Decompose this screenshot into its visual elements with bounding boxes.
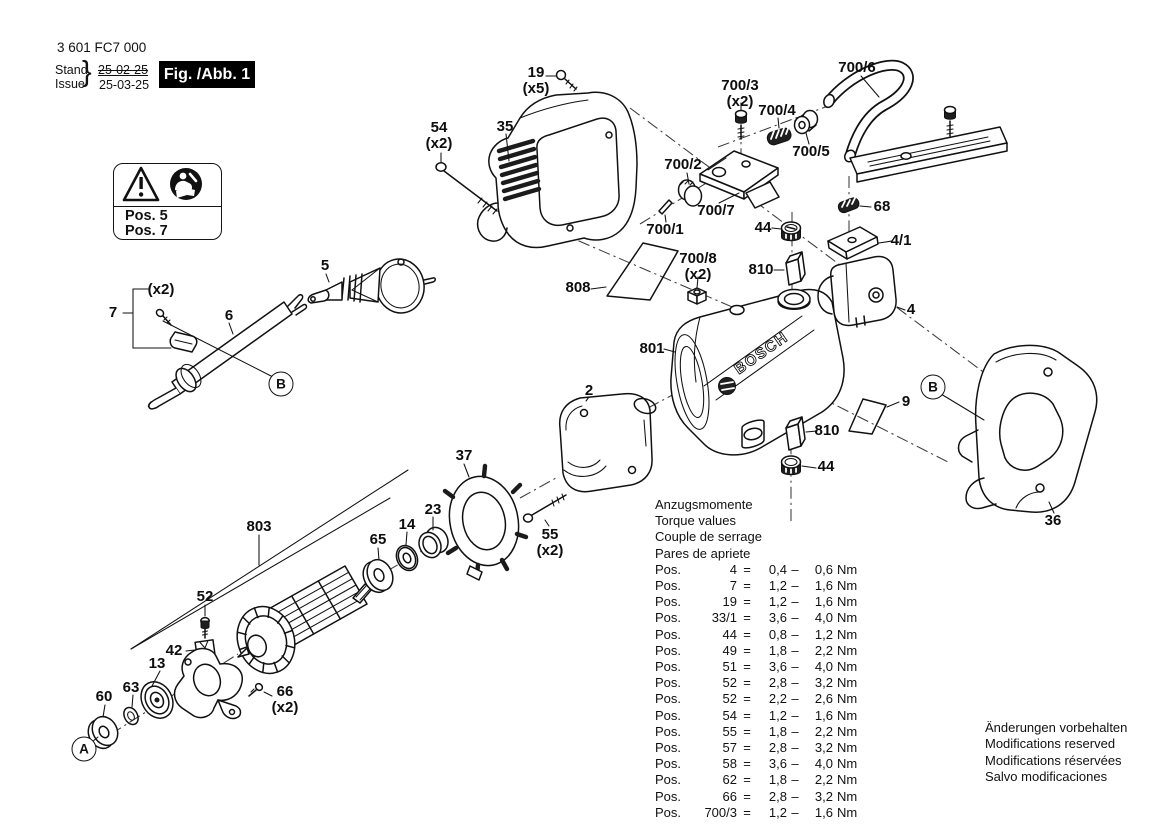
torque-row [655,578,867,594]
part-label-37: 37 [455,447,473,464]
part-label-42: 42 [165,642,183,659]
equals-cell: = [743,642,751,658]
screw-19 [557,71,578,92]
range-dash-cell: – [791,642,799,658]
pos-number-cell: 7 [729,578,737,594]
unit-cell: Nm [837,723,858,739]
cap-44-bottom [782,456,801,475]
range-dash-cell: – [791,723,799,739]
sticker-808 [607,243,678,300]
part-label-60: 60 [95,688,113,705]
part-label-4: 4 [906,301,916,318]
pos-label-cell: Pos. [655,561,682,577]
warning-pos-7: Pos. 7 [125,223,168,239]
equals-cell: = [743,691,751,707]
torque-row [655,789,867,805]
stator-2 [560,394,658,492]
equals-cell: = [743,788,751,804]
part-label-66: 66 (x2) [271,683,299,716]
min-torque-cell: 2,8 [768,675,787,691]
part-label-7: 7 [108,304,118,321]
equals-cell: = [743,740,751,756]
screw-55 [524,494,567,522]
lever-42 [175,640,243,719]
pos-number-cell: 66 [722,788,737,804]
pos-number-cell: 57 [722,740,737,756]
equals-cell: = [743,610,751,626]
cord-clamp-7 [155,308,197,352]
torque-table [655,497,867,821]
part-label-54: 54 (x2) [425,119,453,152]
pos-number-cell: 51 [722,659,737,675]
pos-label-cell: Pos. [655,691,682,707]
clamp-base-700-7 [700,151,779,208]
old-date: 25-02-25 [98,63,149,77]
range-dash-cell: – [791,561,799,577]
min-torque-cell: 1,2 [768,578,787,594]
part-label-5: 5 [320,257,330,274]
roller-700-5 [795,111,818,134]
pos-number-cell: 62 [722,772,737,788]
torque-row [655,659,867,675]
part-label-19: 19 (x5) [522,64,550,97]
part-label-13: 13 [148,655,166,672]
square-nut-700-8 [688,288,706,304]
sticker-9 [849,399,886,434]
unit-cell: Nm [837,578,858,594]
min-torque-cell: 2,2 [768,691,787,707]
max-torque-cell: 4,0 [814,756,833,772]
max-torque-cell: 1,6 [814,594,833,610]
equals-cell: = [743,772,751,788]
clamp-rail-700-7 [850,127,1007,182]
min-torque-cell: 1,8 [768,642,787,658]
max-torque-cell: 4,0 [814,659,833,675]
pos-number-cell: 52 [722,691,737,707]
ref-bubble-b-left: B [269,372,294,397]
pos-number-cell: 44 [722,626,737,642]
part-label-23: 23 [424,501,442,518]
armature-803 [228,566,377,682]
unit-cell: Nm [837,642,858,658]
screw-66 [249,682,264,696]
max-torque-cell: 2,2 [814,723,833,739]
torque-rows [655,562,867,821]
equals-cell: = [743,561,751,577]
part-label-65: 65 [369,531,387,548]
min-torque-cell: 0,4 [768,561,787,577]
modifications-line-de: Änderungen vorbehalten [985,720,1128,735]
ref-bubble-b-right: B [921,375,946,400]
part-label-803: 803 [246,518,272,535]
unit-cell: Nm [837,707,858,723]
ring-63 [121,705,141,727]
part-label-44-top: 44 [754,219,772,236]
pos-number-cell: 4 [729,561,737,577]
unit-cell: Nm [837,740,858,756]
pos-number-cell: 49 [722,642,737,658]
torque-row [655,740,867,756]
torque-row [655,594,867,610]
issue-label: Issue [55,77,85,91]
equals-cell: = [743,578,751,594]
date-brace: } [82,56,92,88]
min-torque-cell: 1,2 [768,594,787,610]
part-label-810-bottom: 810 [814,422,840,439]
min-torque-cell: 2,8 [768,740,787,756]
range-dash-cell: – [791,610,799,626]
pos-label-cell: Pos. [655,740,682,756]
range-dash-cell: – [791,788,799,804]
air-baffle-37 [441,466,526,580]
equals-cell: = [743,675,751,691]
unit-cell: Nm [837,594,858,610]
range-dash-cell: – [791,594,799,610]
max-torque-cell: 2,2 [814,772,833,788]
pos-number-cell: 19 [722,594,737,610]
part-number: 3 601 FC7 000 [57,40,147,55]
pos-label-cell: Pos. [655,756,682,772]
screw-700-3-b [945,107,956,137]
torque-title-fr: Couple de serrage [655,529,762,545]
part-label-68: 68 [873,198,891,215]
max-torque-cell: 1,6 [814,578,833,594]
new-date: 25-03-25 [99,78,150,92]
torque-row [655,805,867,821]
unit-cell: Nm [837,691,858,707]
spring-68 [837,197,860,215]
housing-35 [478,92,637,247]
screw-52 [201,618,209,638]
handle-36 [959,345,1097,512]
range-dash-cell: – [791,804,799,820]
max-torque-cell: 3,2 [814,740,833,756]
unit-cell: Nm [837,561,858,577]
equals-cell: = [743,626,751,642]
spring-700-4 [766,126,793,146]
bearing-14 [392,542,421,574]
part-label-55: 55 (x2) [536,526,564,559]
pos-number-cell: 55 [722,723,737,739]
pos-label-cell: Pos. [655,626,682,642]
pos-label-cell: Pos. [655,594,682,610]
part-label-2: 2 [584,382,594,399]
unit-cell: Nm [837,788,858,804]
equals-cell: = [743,723,751,739]
pos-number-cell: 700/3 [704,804,737,820]
torque-row [655,772,867,788]
torque-row [655,627,867,643]
min-torque-cell: 1,2 [768,707,787,723]
part-label-4-1: 4/1 [890,232,912,249]
pos-label-cell: Pos. [655,788,682,804]
max-torque-cell: 1,6 [814,707,833,723]
ref-bubble-a: A [72,737,97,762]
part-label-36: 36 [1044,512,1062,529]
min-torque-cell: 2,8 [768,788,787,804]
part-label-700-1: 700/1 [646,221,684,238]
pos-number-cell: 54 [722,707,737,723]
bosch-logo-text: BOSCH [731,328,792,378]
warning-box [113,163,222,240]
part-label-44-bottom: 44 [817,458,835,475]
max-torque-cell: 1,6 [814,804,833,820]
max-torque-cell: 2,2 [814,642,833,658]
part-label-7-qty: (x2) [147,281,175,298]
equals-cell: = [743,594,751,610]
max-torque-cell: 0,6 [814,561,833,577]
max-torque-cell: 3,2 [814,675,833,691]
torque-row [655,708,867,724]
min-torque-cell: 1,8 [768,723,787,739]
torque-row [655,562,867,578]
torque-title-es: Pares de apriete [655,545,751,561]
pos-label-cell: Pos. [655,675,682,691]
warning-triangle-icon [124,168,158,200]
unit-cell: Nm [837,610,858,626]
part-label-801: 801 [639,340,665,357]
range-dash-cell: – [791,707,799,723]
part-label-14: 14 [398,516,416,533]
part-label-63: 63 [122,679,140,696]
torque-row [655,610,867,626]
torque-title-en: Torque values [655,513,736,529]
unit-cell: Nm [837,804,858,820]
pos-number-cell: 52 [722,675,737,691]
part-label-9: 9 [901,393,911,410]
part-label-700-4: 700/4 [758,102,796,119]
unit-cell: Nm [837,659,858,675]
read-manual-icon [170,168,202,200]
min-torque-cell: 1,8 [768,772,787,788]
modifications-note [985,720,1127,786]
bearing-13 [135,676,179,724]
warning-pos-5: Pos. 5 [125,208,168,224]
pos-label-cell: Pos. [655,804,682,820]
part-label-810-top: 810 [748,261,774,278]
min-torque-cell: 3,6 [768,659,787,675]
part-label-700-8: 700/8 (x2) [679,250,717,283]
part-label-52: 52 [196,588,214,605]
screw-700-3-a [736,111,747,140]
part-label-700-2: 700/2 [664,156,702,173]
modifications-line-es: Salvo modificaciones [985,769,1108,785]
torque-row [655,691,867,707]
part-label-808: 808 [565,279,591,296]
range-dash-cell: – [791,691,799,707]
range-dash-cell: – [791,675,799,691]
range-dash-cell: – [791,756,799,772]
switch-cover-4-1 [828,227,878,259]
pos-number-cell: 33/1 [711,610,737,626]
range-dash-cell: – [791,578,799,594]
pos-number-cell: 58 [722,756,737,772]
range-dash-cell: – [791,659,799,675]
max-torque-cell: 3,2 [814,788,833,804]
max-torque-cell: 2,6 [814,691,833,707]
torque-row [655,724,867,740]
part-label-700-7: 700/7 [697,202,735,219]
warning-box-divider [114,206,221,207]
stand-label: Stand [55,63,88,77]
range-dash-cell: – [791,740,799,756]
part-label-700-3: 700/3 (x2) [721,77,759,110]
equals-cell: = [743,707,751,723]
part-label-700-6: 700/6 [838,59,876,76]
unit-cell: Nm [837,756,858,772]
cap-44-top [782,222,801,241]
torque-row [655,643,867,659]
pos-label-cell: Pos. [655,642,682,658]
part-label-6: 6 [224,307,234,324]
unit-cell: Nm [837,772,858,788]
pos-label-cell: Pos. [655,707,682,723]
max-torque-cell: 1,2 [814,626,833,642]
pos-label-cell: Pos. [655,723,682,739]
modifications-line-en: Modifications reserved [985,736,1116,752]
torque-title-de: Anzugsmomente [655,497,753,512]
min-torque-cell: 0,8 [768,626,787,642]
modifications-line-fr: Modifications réservées [985,752,1122,768]
range-dash-cell: – [791,772,799,788]
min-torque-cell: 1,2 [768,804,787,820]
figure-label: Fig. /Abb. 1 [159,61,255,88]
torque-row [655,756,867,772]
pos-label-cell: Pos. [655,772,682,788]
equals-cell: = [743,659,751,675]
max-torque-cell: 4,0 [814,610,833,626]
equals-cell: = [743,756,751,772]
min-torque-cell: 3,6 [768,610,787,626]
part-label-35: 35 [496,118,514,135]
pos-label-cell: Pos. [655,610,682,626]
unit-cell: Nm [837,675,858,691]
brush-810-top [786,252,805,285]
warning-icons [114,164,221,206]
equals-cell: = [743,804,751,820]
pos-label-cell: Pos. [655,659,682,675]
unit-cell: Nm [837,626,858,642]
min-torque-cell: 3,6 [768,756,787,772]
pin-700-1 [659,200,672,214]
brush-810-bottom [786,417,805,450]
range-dash-cell: – [791,626,799,642]
part-label-700-5: 700/5 [792,143,830,160]
pos-label-cell: Pos. [655,578,682,594]
torque-row [655,675,867,691]
